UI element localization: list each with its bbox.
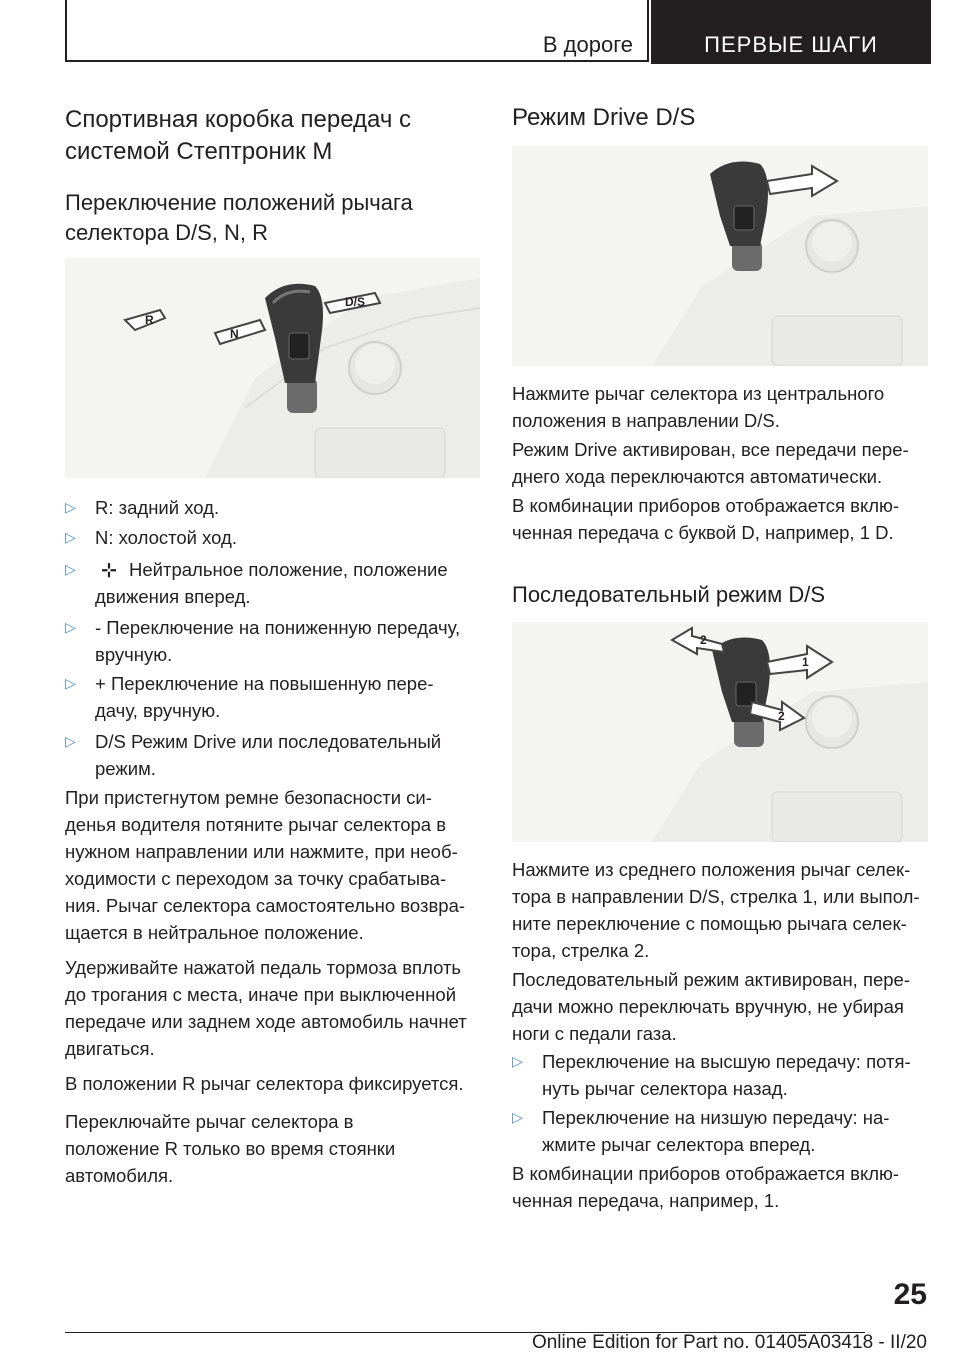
list-item-line: режим. — [95, 758, 156, 779]
neutral-position-icon: ⊹ — [101, 559, 117, 580]
paragraph — [512, 380, 928, 434]
text-line: Нажмите рычаг селектора из центрального — [512, 383, 885, 404]
paragraph — [65, 1108, 480, 1189]
list-item — [512, 1104, 928, 1158]
text-line: до трогания с места, иначе при выключенной — [65, 984, 457, 1005]
text-line: положения в направлении D/S. — [512, 410, 780, 431]
list-item-text — [95, 556, 480, 583]
triangle-bullet-icon: ▷ — [65, 675, 76, 691]
sequential-mode-illustration — [512, 622, 928, 842]
list-item-text: N: холостой ход. — [95, 527, 237, 548]
page-header — [65, 0, 931, 64]
page-title — [65, 104, 411, 168]
gear-selector-illustration — [65, 258, 480, 478]
label-n: N — [230, 327, 239, 341]
paragraph — [512, 436, 928, 490]
list-item-line: нуть рычаг селектора назад. — [542, 1078, 788, 1099]
triangle-bullet-icon: ▷ — [65, 733, 76, 749]
list-item-line: движения вперед. — [95, 586, 251, 607]
text-line: щается в нейтральное положение. — [65, 922, 364, 943]
text-line: В комбинации приборов отображается вклю- — [512, 495, 900, 516]
text-line: автомобиля. — [65, 1165, 174, 1186]
sequential-mode-figure — [512, 622, 928, 842]
text-line: Последовательный режим активирован, пере- — [512, 969, 910, 990]
list-item — [65, 524, 480, 551]
text-line: В комбинации приборов отображается вклю- — [512, 1163, 900, 1184]
subtitle-line: Переключение положений рычага — [65, 190, 413, 215]
text-line: Режим Drive активирован, все передачи пере- — [512, 439, 909, 460]
triangle-bullet-icon: ▷ — [512, 1053, 523, 1069]
arrow-label-1: 1 — [802, 655, 809, 669]
text-line: ноги с педали газа. — [512, 1023, 677, 1044]
drive-mode-figure — [512, 146, 928, 366]
page-title-line: системой Стептроник M — [65, 138, 333, 165]
text-line: передаче или заднем ходе автомобиль начнет — [65, 1011, 467, 1032]
text-line: тора, стрелка 2. — [512, 940, 650, 961]
list-item — [65, 614, 480, 668]
text-line: ните переключение с помощью рычага селек- — [512, 913, 907, 934]
text-line: ния. Рычаг селектора самостоятельно возвра- — [65, 895, 466, 916]
subtitle-line: селектора D/S, N, R — [65, 220, 268, 245]
drive-mode-title: Режим Drive D/S — [512, 104, 696, 131]
edition-note: Online Edition for Part no. 01405A03418 - II/20 — [531, 1332, 927, 1353]
list-item-line: вручную. — [95, 644, 173, 665]
drive-mode-illustration — [512, 146, 928, 366]
text-line: Удерживайте нажатой педаль тормоза вплоть — [65, 957, 462, 978]
list-item — [65, 494, 480, 521]
text-line: положение R только во время стоянки — [65, 1138, 396, 1159]
text-line: Переключайте рычаг селектора в — [65, 1111, 354, 1132]
section-tab — [65, 0, 649, 62]
list-item — [512, 1048, 928, 1102]
label-ds: D/S — [345, 295, 366, 309]
page-number: 25 — [893, 1278, 927, 1311]
list-item-line: + Переключение на повышенную пере- — [95, 673, 434, 694]
list-item — [65, 670, 480, 724]
text-line: При пристегнутом ремне безопасности си- — [65, 787, 432, 808]
page-title-line: Спортивная коробка передач с — [65, 106, 412, 133]
text-line: Нажмите из среднего положения рычаг селек- — [512, 859, 911, 880]
chapter-tab — [651, 0, 931, 64]
text-line: двигаться. — [65, 1038, 155, 1059]
section-label: В дороге — [542, 32, 633, 57]
triangle-bullet-icon: ▷ — [65, 561, 76, 577]
text-line: нужном направлении или нажмите, при необ- — [65, 841, 458, 862]
list-item — [65, 728, 480, 782]
paragraph — [512, 1160, 928, 1214]
sequential-mode-title: Последовательный режим D/S — [512, 582, 826, 607]
list-item-line: жмите рычаг селектора вперед. — [542, 1134, 816, 1155]
text-line: ходимости с переходом за точку срабатыва- — [65, 868, 447, 889]
text-line: тора в направлении D/S, стрелка 1, или выпол- — [512, 886, 920, 907]
text-line: ченная передача, например, 1. — [512, 1190, 780, 1211]
paragraph — [65, 954, 480, 1062]
list-item — [65, 556, 480, 610]
text-line: дачи можно переключать вручную, не убирая — [512, 996, 904, 1017]
arrow-label-2-bottom: 2 — [778, 709, 785, 723]
arrow-label-2-top: 2 — [700, 633, 707, 647]
text-line: денья водителя потяните рычаг селектора в — [65, 814, 447, 835]
list-item-line: дачу, вручную. — [95, 700, 221, 721]
chapter-label: ПЕРВЫЕ ШАГИ — [704, 32, 878, 57]
section-subtitle — [65, 188, 413, 248]
list-item-line: D/S Режим Drive или последовательный — [95, 731, 442, 752]
paragraph — [512, 856, 928, 964]
text-line: ченная передача с буквой D, например, 1 D. — [512, 522, 894, 543]
list-item-line: Переключение на высшую передачу: потя- — [542, 1051, 911, 1072]
triangle-bullet-icon: ▷ — [65, 499, 76, 515]
paragraph — [65, 1070, 480, 1097]
triangle-bullet-icon: ▷ — [512, 1109, 523, 1125]
text-line: днего хода переключаются автоматически. — [512, 466, 883, 487]
paragraph — [512, 966, 928, 1047]
triangle-bullet-icon: ▷ — [65, 529, 76, 545]
list-item-line: Переключение на низшую передачу: на- — [542, 1107, 890, 1128]
paragraph — [65, 784, 480, 946]
triangle-bullet-icon: ▷ — [65, 619, 76, 635]
list-item-line: Нейтральное положение, положение — [129, 559, 448, 580]
paragraph — [512, 492, 928, 546]
text-line: В положении R рычаг селектора фиксируется. — [65, 1073, 464, 1094]
label-r: R — [145, 313, 154, 327]
list-item-text: R: задний ход. — [95, 497, 220, 518]
list-item-line: - Переключение на пониженную передачу, — [95, 617, 461, 638]
gear-selector-figure — [65, 258, 480, 478]
